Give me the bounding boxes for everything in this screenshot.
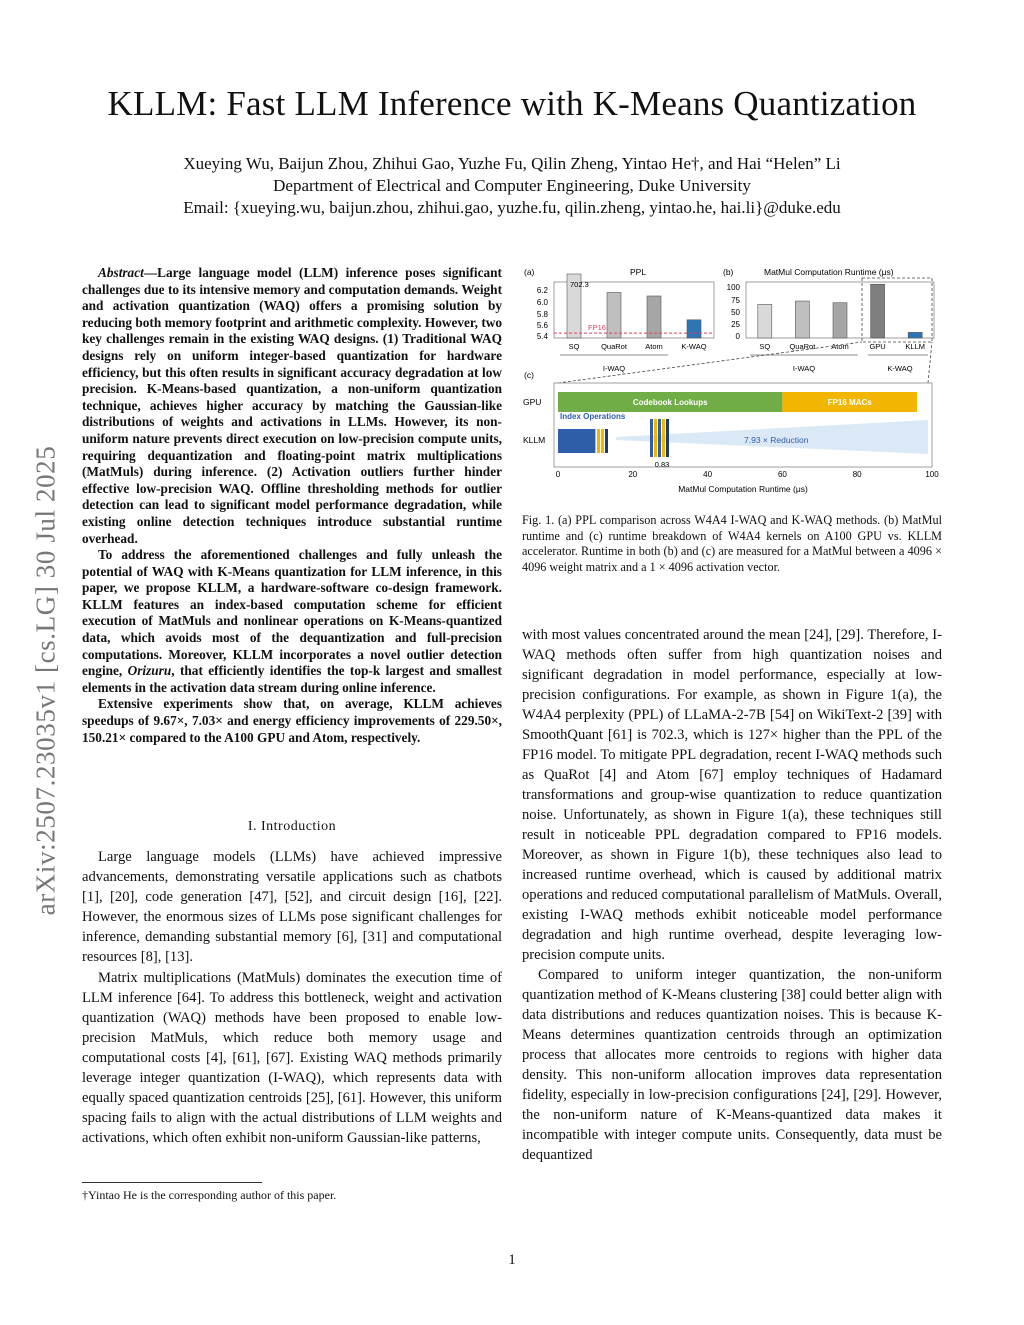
right-paragraph-2: Compared to uniform integer quantization, the non-uniform quantization method of K-Means clustering [38] could better align with data distributions and reduces quantization noises. This is because K-Means determines quantization centroids through an optimization process that allocates more centroids to regions with higher data density. This non-uniform allocation improves data representation fidelity, especially in low-precision configurations [24], [29]. However, the non-uniform nature of K-Means-quantized data makes it incompatible with integer compute units. Consequently, data must be dequantized [522, 967, 942, 1163]
b-group-label: K-WAQ [887, 364, 913, 373]
bar-sq [758, 304, 772, 338]
panel-c-label: (c) [524, 370, 534, 380]
footnote-rule [82, 1182, 262, 1183]
a-category-label: QuaRot [601, 342, 627, 351]
c-row-label: GPU [523, 397, 542, 407]
abstract-label: Abstract [98, 265, 144, 280]
a-fp16-label: FP16 [588, 323, 606, 332]
bar-k-waq [687, 320, 701, 338]
b-ytick: 0 [735, 332, 740, 341]
right-column-text [522, 625, 942, 1165]
section-heading: I. Introduction [247, 819, 337, 834]
email-line: Email: {xueying.wu, baijun.zhou, zhihui.gao, yuzhe.fu, qilin.zheng, yintao.he, hai.li}@duke.edu [183, 198, 841, 217]
b-category-label: Atom [831, 342, 849, 351]
kllm-runtime-label: 0.83 [654, 460, 670, 469]
bar-atom [833, 303, 847, 338]
orizuru-term: Orizuru [127, 663, 172, 679]
bar-quarot [795, 301, 809, 338]
affiliation: Department of Electrical and Computer Engineering, Duke University [273, 176, 751, 195]
b-ytick: 25 [731, 320, 740, 329]
b-ytick: 75 [731, 296, 740, 305]
paper-title: KLLM: Fast LLM Inference with K-Means Quantization [107, 84, 917, 123]
b-group-label: I-WAQ [792, 364, 816, 373]
reduction-label: 7.93 × Reduction [744, 435, 809, 445]
panel-b-label: (b) [723, 267, 734, 277]
a-ytick: 6.2 [536, 286, 548, 295]
a-ytick: 5.8 [536, 310, 548, 319]
abstract [82, 265, 502, 746]
zoom-line-right [928, 342, 932, 383]
arxiv-sidebar [16, 395, 76, 955]
panel-a-label: (a) [524, 267, 535, 277]
arxiv-id: arXiv:2507.23035v1 [cs.LG] 30 Jul 2025 [30, 445, 61, 916]
index-block [666, 419, 669, 457]
a-ytick: 6.0 [536, 298, 548, 307]
abstract-text-1: —Large language model (LLM) inference poses significant challenges due to its intensive memory and computation demands. Weight and activation quantization (WAQ) offers a promising solution by reducing both memory footprint and arithmetic complexity. However, two key challenges remain in the existing WAQ designs. (1) Traditional WAQ designs rely on uniform integer-based quantization for hardware efficiency, but this often results in significant accuracy degradation at low precision. K-Means-based quantization, a non-uniform quantization technique, achieves higher accuracy by matching the Gaussian-like distributions of weights and activations in LLMs. However, its non-uniform nature prevents direct execution on low-precision compute units, requiring dequantization and floating-point matrix multiplications (MatMuls) during inference. (2) Activation outliers further hinder effective low-precision WAQ. Offline thresholding methods for outlier detection can lead to significant model performance degradation, while existing online detection techniques introduce substantial runtime overhead. [82, 265, 502, 546]
a-category-label: Atom [645, 342, 663, 351]
intro-paragraph-1: Large language models (LLMs) have achieved impressive advancements, demonstrating versatile applications such as chatbots [1], [20], code generation [47], [52], and circuit design [16], [22]. However, the enormous sizes of LLMs pose significant challenges for inference, demanding substantial memory [6], [31] and computational resources [8], [13]. [82, 849, 502, 966]
c-xtick: 60 [777, 470, 787, 479]
a-ytick: 5.4 [536, 332, 548, 341]
c-xtick: 80 [852, 470, 862, 479]
a-value-label: 702.3 [570, 280, 589, 289]
panel-a-title: PPL [630, 267, 647, 277]
panel-b-title: MatMul Computation Runtime (μs) [764, 267, 894, 277]
abstract-text-3: Extensive experiments show that, on average, KLLM achieves speedups of 9.67×, 7.03× and energy efficiency improvements of 229.50×, 150.21× compared to the A100 GPU and Atom, respectively. [82, 696, 502, 745]
footnote: †Yintao He is the corresponding author of this paper. [82, 1188, 337, 1202]
author-list: Xueying Wu, Baijun Zhou, Zhihui Gao, Yuzhe Fu, Qilin Zheng, Yintao He†, and Hai “Helen” Li [183, 154, 841, 173]
bar-atom [647, 296, 661, 338]
index-block [605, 429, 608, 453]
segment-label: FP16 MACs [827, 398, 872, 407]
figure-caption: Fig. 1. (a) PPL comparison across W4A4 I-WAQ and K-WAQ methods. (b) MatMul runtime and (c) runtime breakdown of W4A4 kernels on A100 GPU vs. KLLM accelerator. Runtime in both (b) and (c) are measured for a MatMul between a 4096 × 4096 weight matrix and a 1 × 4096 activation vector. [522, 513, 942, 574]
index-block [601, 429, 604, 453]
segment-label: Codebook Lookups [632, 398, 708, 407]
b-ytick: 100 [726, 283, 740, 292]
bar-gpu [871, 284, 885, 338]
index-block [654, 419, 657, 457]
index-block [597, 429, 600, 453]
c-row-label: KLLM [523, 435, 546, 445]
panel-a-yticks [537, 286, 549, 341]
bar-quarot [607, 293, 621, 339]
b-category-label: SQ [759, 342, 771, 351]
c-xlabel: MatMul Computation Runtime (μs) [678, 484, 808, 494]
a-group-label: I-WAQ [602, 364, 626, 373]
a-ytick: 5.6 [536, 321, 548, 330]
panel-b-yticks [727, 283, 741, 341]
index-block [658, 419, 661, 457]
a-category-label: K-WAQ [681, 342, 707, 351]
c-xtick: 20 [628, 470, 638, 479]
index-operations-label: Index Operations [560, 412, 626, 421]
b-category-label: GPU [869, 342, 886, 351]
right-paragraph-1: with most values concentrated around the mean [24], [29]. Therefore, I-WAQ methods often suffer from high quantization noises and significant degradation in model performance, especially at low-precision configurations. For example, as shown in Figure 1(a), the W4A4 perplexity (PPL) of LLaMA-2-7B [54] on WikiText-2 [39] with SmoothQuant [61] is 702.3, which is 127× higher than the PPL of the FP16 model. To mitigate PPL degradation, recent I-WAQ methods such as QuaRot [4] and Atom [67] employ techniques of Hadamard transformations and group-wise quantization to reduce quantization noise. Unfortunately, as shown in Figure 1(a), these techniques still result in noticeable PPL degradation compared to FP16 models. Moreover, as shown in Figure 1(b), these techniques also lead to increased runtime overhead, which is caused by additional matrix operations and reduced computational parallelism of MatMuls. Overall, existing I-WAQ methods exhibit noticeable model performance degradation and high runtime overhead, despite leveraging low-precision compute units. [522, 627, 942, 963]
b-category-label: QuaRot [789, 342, 816, 351]
abstract-text-2a: To address the aforementioned challenges and fully unleash the potential of WAQ with K-Means quantization for LLM inference, in this paper, we propose KLLM, a hardware-software co-design framework. KLLM features an index-based computation scheme for efficient execution of MatMuls and nonlinear operations on K-Means-quantized data, which avoids most of the dequantization and full-precision computations. Moreover, KLLM incorporates a novel outlier detection engine, [82, 547, 502, 679]
b-category-label: KLLM [905, 342, 925, 351]
segment-index-operations [558, 429, 595, 453]
page-number: 1 [508, 1252, 516, 1268]
intro-paragraph-2: Matrix multiplications (MatMuls) dominates the execution time of LLM inference [64]. To address this bottleneck, weight and activation quantization (WAQ) methods have been proposed to enable low-precision MatMuls, which reduce both memory usage and computational costs [4], [61], [67]. Existing WAQ methods primarily leverage integer quantization (I-WAQ), which represents data with equally spaced quantization centroids [25], [61]. However, this uniform spacing fails to align with the actual distributions of LLM weights and activations, which often exhibit non-uniform Gaussian-like patterns, [82, 969, 502, 1147]
c-xtick: 40 [703, 470, 713, 479]
index-block [662, 419, 665, 457]
author-block [0, 153, 1024, 219]
abstract-text-2b: , that efficiently identifies the top-k largest and smallest elements in the activation data stream during online inference. [82, 663, 502, 695]
a-category-label: SQ [568, 342, 580, 351]
c-xtick: 100 [925, 470, 939, 479]
index-block [650, 419, 653, 457]
bar-kllm [908, 332, 922, 338]
b-ytick: 50 [731, 308, 740, 317]
figure-1 [518, 262, 948, 500]
intro-text [82, 847, 502, 1148]
c-xtick: 0 [555, 470, 561, 479]
